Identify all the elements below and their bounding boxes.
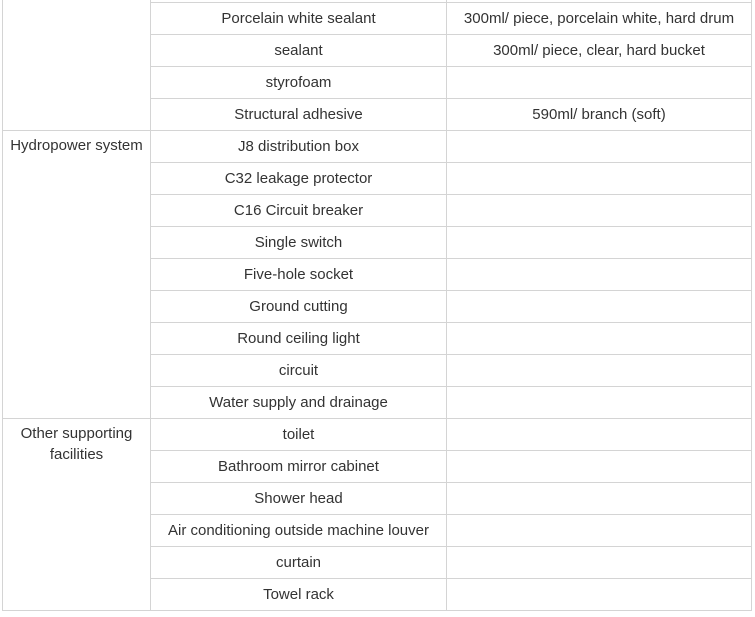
- spec-cell: [447, 483, 752, 515]
- spec-cell: [447, 355, 752, 387]
- spec-cell: [447, 131, 752, 163]
- spec-cell: [447, 195, 752, 227]
- table-row: [3, 131, 752, 163]
- item-cell: Water supply and drainage: [151, 387, 447, 419]
- category-cell-other-facilities: Other supporting facilities: [3, 419, 151, 611]
- materials-table-body: [3, 0, 752, 611]
- spec-cell: [447, 259, 752, 291]
- item-cell: Ground cutting: [151, 291, 447, 323]
- spec-cell: [447, 163, 752, 195]
- item-cell: Round ceiling light: [151, 323, 447, 355]
- item-cell: C32 leakage protector: [151, 163, 447, 195]
- item-cell: Porcelain white sealant: [151, 3, 447, 35]
- table-row: [3, 419, 752, 451]
- category-cell-hydropower: Hydropower system: [3, 131, 151, 419]
- spec-cell: 300ml/ piece, clear, hard bucket: [447, 35, 752, 67]
- item-cell: toilet: [151, 419, 447, 451]
- spec-cell: [447, 419, 752, 451]
- item-cell: Bathroom mirror cabinet: [151, 451, 447, 483]
- item-cell: C16 Circuit breaker: [151, 195, 447, 227]
- materials-table-container: [2, 0, 752, 611]
- spec-cell: 300ml/ piece, porcelain white, hard drum: [447, 3, 752, 35]
- spec-cell: [447, 579, 752, 611]
- item-cell: sealant: [151, 35, 447, 67]
- item-cell: Single switch: [151, 227, 447, 259]
- item-cell: Structural adhesive: [151, 99, 447, 131]
- materials-table: [2, 0, 752, 611]
- spec-cell: 590ml/ branch (soft): [447, 99, 752, 131]
- item-cell: Five-hole socket: [151, 259, 447, 291]
- item-cell: circuit: [151, 355, 447, 387]
- item-cell: styrofoam: [151, 67, 447, 99]
- item-cell: Shower head: [151, 483, 447, 515]
- spec-cell: [447, 387, 752, 419]
- item-cell: Air conditioning outside machine louver: [151, 515, 447, 547]
- item-cell: curtain: [151, 547, 447, 579]
- spec-cell: [447, 227, 752, 259]
- spec-cell: [447, 291, 752, 323]
- item-cell: J8 distribution box: [151, 131, 447, 163]
- item-cell: Towel rack: [151, 579, 447, 611]
- spec-cell: [447, 67, 752, 99]
- spec-cell: [447, 515, 752, 547]
- spec-cell: [447, 547, 752, 579]
- category-cell: [3, 0, 151, 131]
- spec-cell: [447, 323, 752, 355]
- spec-cell: [447, 451, 752, 483]
